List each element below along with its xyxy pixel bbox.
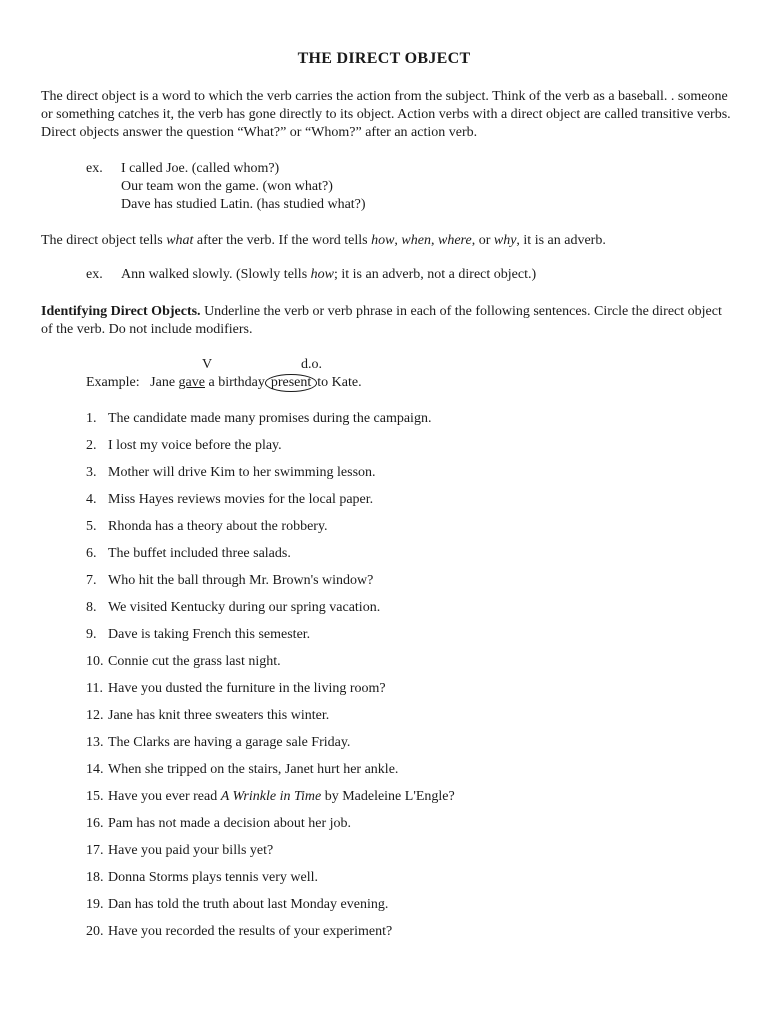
item-number: 17. <box>86 843 104 858</box>
item-text: When she tripped on the stairs, Janet hurt her ankle. <box>108 762 399 777</box>
note-text: , or <box>471 233 494 248</box>
item-text: Connie cut the grass last night. <box>108 654 281 669</box>
list-item <box>86 923 455 950</box>
note-italic: what <box>166 233 194 248</box>
instructions-heading: Identifying Direct Objects. <box>41 304 201 319</box>
list-item <box>86 464 455 491</box>
example-sentence: Our team won the game. (won what?) <box>121 179 333 194</box>
note-text: after the verb. If the word tells <box>193 233 372 248</box>
list-item <box>86 734 455 761</box>
list-item <box>86 437 455 464</box>
example-label: ex. <box>86 267 103 282</box>
book-title: A Wrinkle in Time <box>220 789 322 804</box>
item-number: 3. <box>86 465 97 480</box>
example-sentence: Dave has studied Latin. (has studied what?) <box>121 197 366 212</box>
exercise-list <box>86 410 455 950</box>
item-text: Donna Storms plays tennis very well. <box>108 870 318 885</box>
item-number: 12. <box>86 708 104 723</box>
example-label: Example: <box>86 375 140 390</box>
note-italic: why <box>493 233 517 248</box>
note-italic: when <box>401 233 431 248</box>
list-item <box>86 626 455 653</box>
item-text-part: Have you ever read <box>108 789 221 804</box>
item-number: 18. <box>86 870 104 885</box>
list-item <box>86 896 455 923</box>
item-number: 10. <box>86 654 104 669</box>
list-item <box>86 491 455 518</box>
direct-object-mark: d.o. <box>301 357 322 372</box>
item-text: Have you recorded the results of your experiment? <box>108 924 393 939</box>
item-number: 19. <box>86 897 104 912</box>
note-italic: where <box>437 233 472 248</box>
note-text: , it is an adverb. <box>516 233 606 248</box>
list-item <box>86 842 455 869</box>
list-item <box>86 869 455 896</box>
list-item <box>86 518 455 545</box>
example-line <box>86 160 366 178</box>
item-text: Dave is taking French this semester. <box>108 627 311 642</box>
list-item <box>86 761 455 788</box>
item-text: Have you paid your bills yet? <box>108 843 274 858</box>
item-number: 20. <box>86 924 104 939</box>
adverb-example-text <box>121 267 536 283</box>
instructions-text: Underline the verb or verb phrase in each of the following sentences. Circle the direct object of the verb. Do not include modifiers. <box>41 304 722 337</box>
note-italic: how <box>371 233 395 248</box>
item-number: 8. <box>86 600 97 615</box>
adverb-note <box>41 232 606 250</box>
item-text: Pam has not made a decision about her job. <box>108 816 351 831</box>
item-text: Mother will drive Kim to her swimming lesson. <box>108 465 376 480</box>
item-number: 2. <box>86 438 97 453</box>
item-number: 7. <box>86 573 97 588</box>
example-sentence: I called Joe. (called whom?) <box>121 161 280 176</box>
list-item <box>86 572 455 599</box>
item-text <box>108 788 455 815</box>
item-text: I lost my voice before the play. <box>108 438 282 453</box>
item-number: 11. <box>86 681 103 696</box>
item-text: The candidate made many promises during the campaign. <box>108 411 432 426</box>
item-number: 13. <box>86 735 104 750</box>
item-text: Jane has knit three sweaters this winter. <box>108 708 330 723</box>
verb-mark: V <box>202 357 213 372</box>
item-text: Rhonda has a theory about the robbery. <box>108 519 328 534</box>
intro-paragraph: The direct object is a word to which the verb carries the action from the subject. Think of the verb as a baseball. . someone or something catches it, the verb has gone directly to its object. Action verbs with a direct object are called transitive verbs. Direct objects answer the question “What?” or “Whom?” after an action verb. <box>41 89 731 140</box>
item-number: 15. <box>86 789 104 804</box>
note-text: The direct object tells <box>41 233 167 248</box>
list-item <box>86 788 455 815</box>
item-text: Who hit the ball through Mr. Brown's window? <box>108 573 374 588</box>
item-text: Miss Hayes reviews movies for the local paper. <box>108 492 374 507</box>
item-number: 1. <box>86 411 97 426</box>
example-italic: how <box>310 267 334 282</box>
list-item <box>86 653 455 680</box>
example-label: ex. <box>86 161 103 176</box>
underlined-verb: gave <box>178 375 205 390</box>
example-text: Ann walked slowly. (Slowly tells <box>121 267 311 282</box>
example-text: Jane <box>150 375 179 390</box>
list-item <box>86 545 455 572</box>
item-text: Have you dusted the furniture in the living room? <box>108 681 386 696</box>
list-item <box>86 707 455 734</box>
item-text-part: by Madeleine L'Engle? <box>321 789 455 804</box>
item-text: We visited Kentucky during our spring vacation. <box>108 600 381 615</box>
adverb-example <box>86 267 536 283</box>
example-text: ; it is an adverb, not a direct object.) <box>333 267 537 282</box>
worked-example <box>86 357 686 397</box>
list-item <box>86 410 455 437</box>
page-title: THE DIRECT OBJECT <box>297 50 471 67</box>
example-text: to Kate. <box>317 375 362 390</box>
list-item <box>86 680 455 707</box>
examples-block <box>86 160 366 214</box>
item-text: The buffet included three salads. <box>108 546 291 561</box>
item-number: 16. <box>86 816 104 831</box>
note-text: , <box>394 233 402 248</box>
example-sentence-line <box>86 374 362 392</box>
note-text: , <box>430 233 438 248</box>
item-number: 9. <box>86 627 97 642</box>
item-number: 14. <box>86 762 104 777</box>
item-number: 5. <box>86 519 97 534</box>
item-text: The Clarks are having a garage sale Friday. <box>108 735 351 750</box>
item-number: 4. <box>86 492 97 507</box>
example-text: a birthday <box>204 375 265 390</box>
list-item <box>86 599 455 626</box>
item-text: Dan has told the truth about last Monday evening. <box>108 897 389 912</box>
circled-object: present <box>265 374 317 392</box>
item-number: 6. <box>86 546 97 561</box>
list-item <box>86 815 455 842</box>
instructions <box>41 303 731 339</box>
